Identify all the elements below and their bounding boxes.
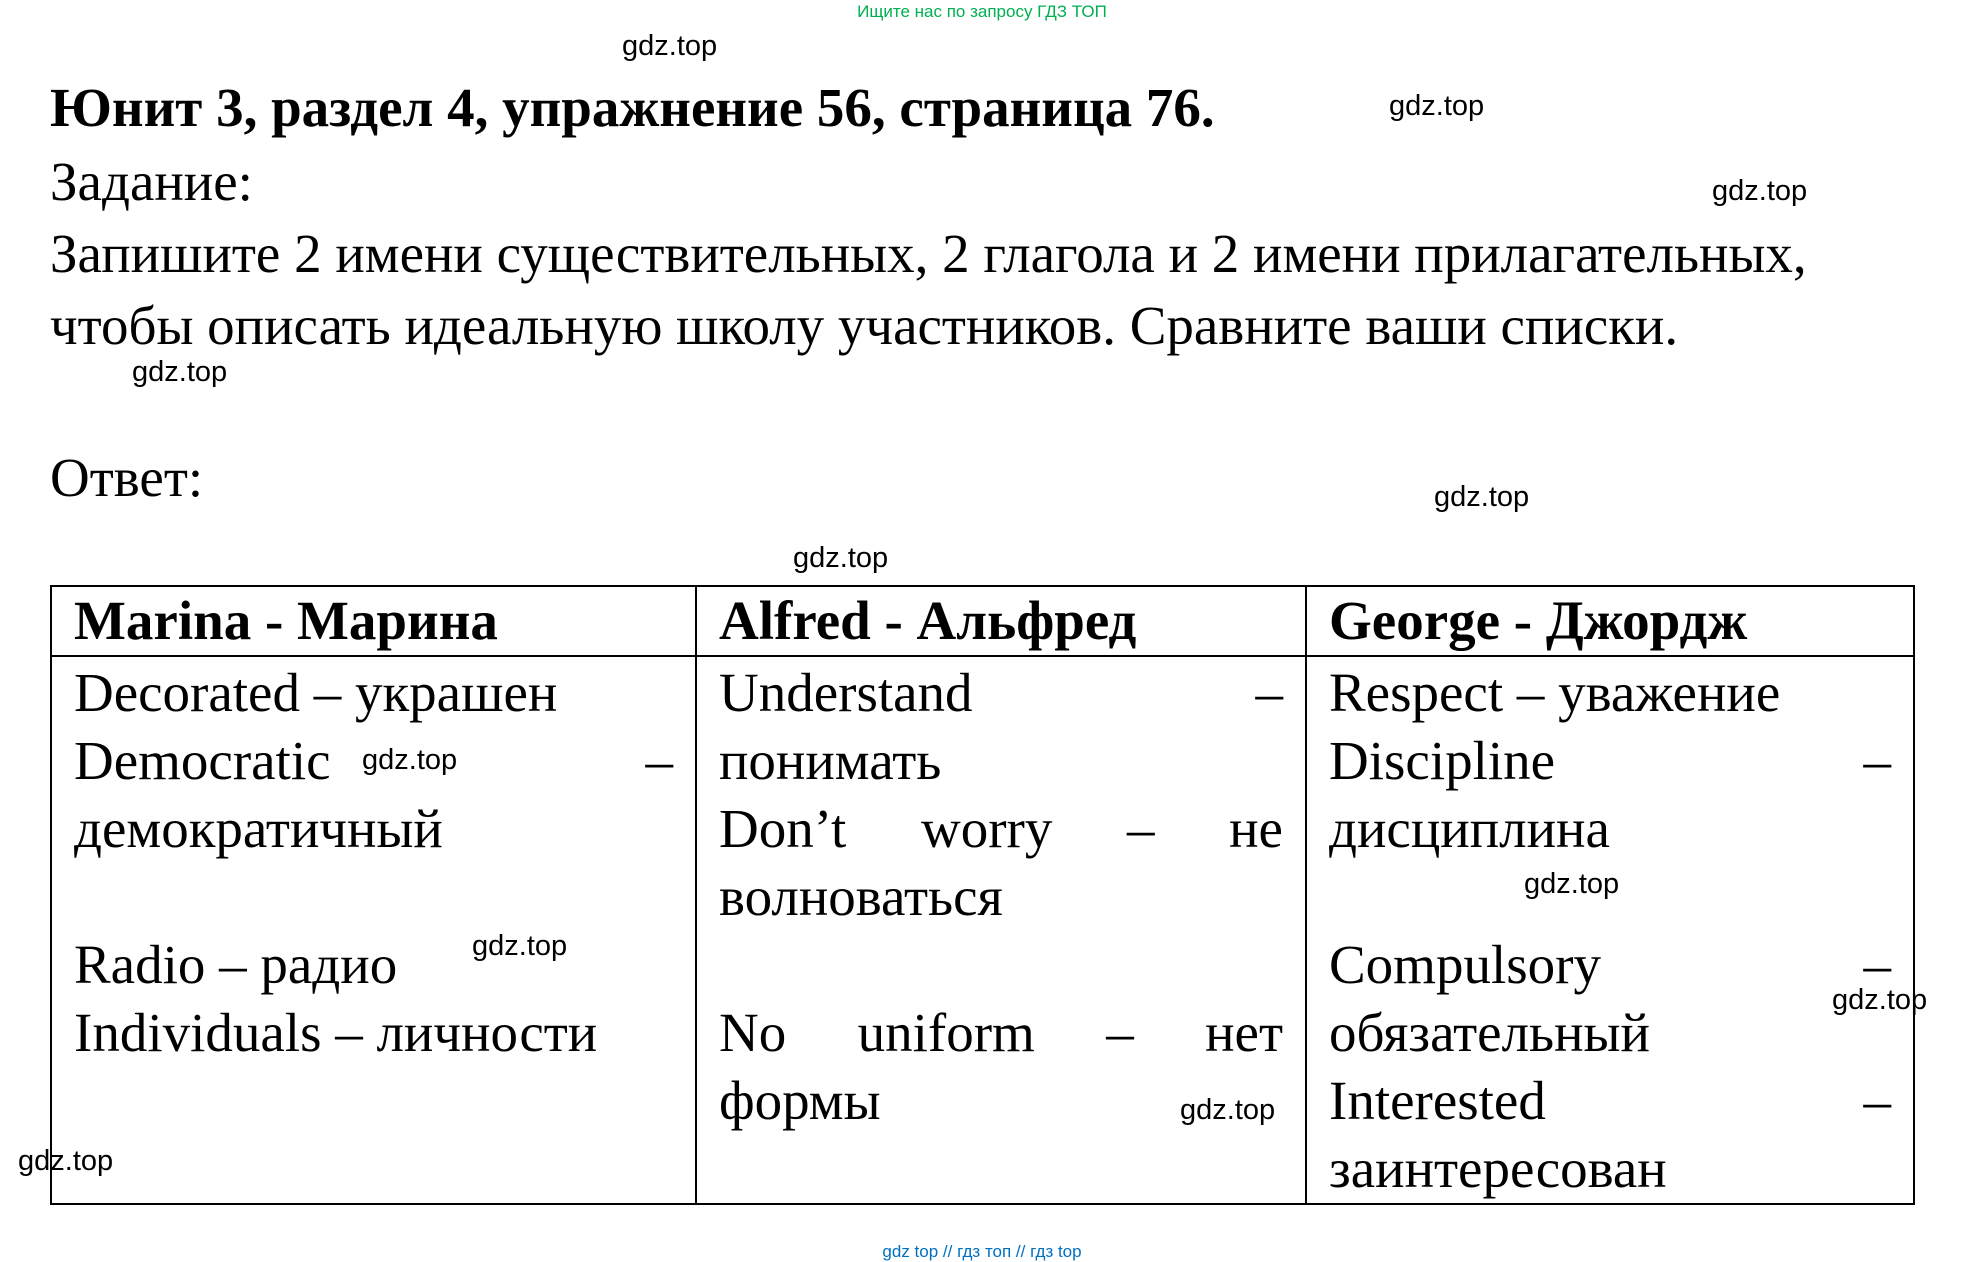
watermark: gdz.top bbox=[132, 356, 228, 388]
word: Interested bbox=[1329, 1070, 1546, 1131]
list-item bbox=[1329, 727, 1891, 795]
list-item: Radio – радио bbox=[74, 934, 398, 995]
list-item-continued: обязательный bbox=[1329, 1002, 1650, 1063]
dash: – bbox=[1255, 662, 1283, 723]
dash: – bbox=[1126, 798, 1155, 859]
cell-marina bbox=[51, 656, 696, 1204]
answer-label: Ответ: bbox=[50, 447, 204, 508]
list-item-continued: формы bbox=[719, 1070, 881, 1131]
list-item bbox=[1329, 1067, 1891, 1135]
header-george: George - Джордж bbox=[1306, 586, 1914, 656]
dash: – bbox=[1863, 934, 1891, 995]
word: No bbox=[719, 1002, 787, 1063]
watermark: gdz.top bbox=[362, 744, 458, 776]
task-text-line-2: чтобы описать идеальную школу участников. Сравните ваши списки. bbox=[50, 295, 1679, 356]
word: Democratic bbox=[74, 730, 331, 791]
word: Understand bbox=[719, 662, 973, 723]
task-text-line-1: Запишите 2 имени существительных, 2 глагола и 2 имени прилагательных, bbox=[50, 223, 1807, 284]
dash: – bbox=[1863, 1070, 1891, 1131]
top-notice: Ищите нас по запросу ГДЗ ТОП bbox=[857, 2, 1107, 21]
watermark: gdz.top bbox=[1524, 868, 1620, 900]
bottom-links[interactable]: gdz top // гдз топ // гдз top bbox=[882, 1242, 1082, 1261]
dash: – bbox=[1106, 1002, 1134, 1063]
list-item bbox=[1329, 931, 1891, 999]
dash: – bbox=[645, 730, 673, 791]
list-item-continued: демократичный bbox=[74, 798, 443, 859]
cell-george bbox=[1306, 656, 1914, 1204]
dash: – bbox=[1863, 730, 1891, 791]
watermark: gdz.top bbox=[1712, 175, 1808, 207]
word: Compulsory bbox=[1329, 934, 1601, 995]
watermark: gdz.top bbox=[1832, 984, 1928, 1016]
list-item-continued: волноваться bbox=[719, 866, 1003, 927]
page-title: Юнит 3, раздел 4, упражнение 56, страница 76. bbox=[50, 77, 1215, 138]
watermark: gdz.top bbox=[472, 930, 568, 962]
list-item bbox=[719, 999, 1283, 1067]
word: worry bbox=[920, 798, 1053, 859]
task-label: Задание: bbox=[50, 151, 253, 212]
table-row bbox=[51, 656, 1914, 1204]
list-item: Respect – уважение bbox=[1329, 662, 1781, 723]
header-marina: Marina - Марина bbox=[51, 586, 696, 656]
list-item bbox=[719, 795, 1283, 863]
watermark: gdz.top bbox=[793, 542, 889, 574]
list-item: Decorated – украшен bbox=[74, 662, 558, 723]
word: uniform bbox=[857, 1002, 1035, 1063]
watermark: gdz.top bbox=[18, 1145, 114, 1177]
table-header-row bbox=[51, 586, 1914, 656]
answer-table bbox=[50, 585, 1915, 1205]
word: нет bbox=[1205, 1002, 1283, 1063]
watermark: gdz.top bbox=[622, 30, 718, 62]
list-item bbox=[719, 659, 1283, 727]
list-item-continued: дисциплина bbox=[1329, 798, 1610, 859]
list-item: Individuals – личности bbox=[74, 1002, 598, 1063]
word: Discipline bbox=[1329, 730, 1556, 791]
word: Don’t bbox=[719, 798, 847, 859]
word: не bbox=[1229, 798, 1283, 859]
header-alfred: Alfred - Альфред bbox=[696, 586, 1306, 656]
list-item-continued: заинтересован bbox=[1329, 1138, 1667, 1199]
watermark: gdz.top bbox=[1180, 1094, 1276, 1126]
watermark: gdz.top bbox=[1389, 90, 1485, 122]
watermark: gdz.top bbox=[1434, 481, 1530, 513]
list-item-continued: понимать bbox=[719, 730, 942, 791]
